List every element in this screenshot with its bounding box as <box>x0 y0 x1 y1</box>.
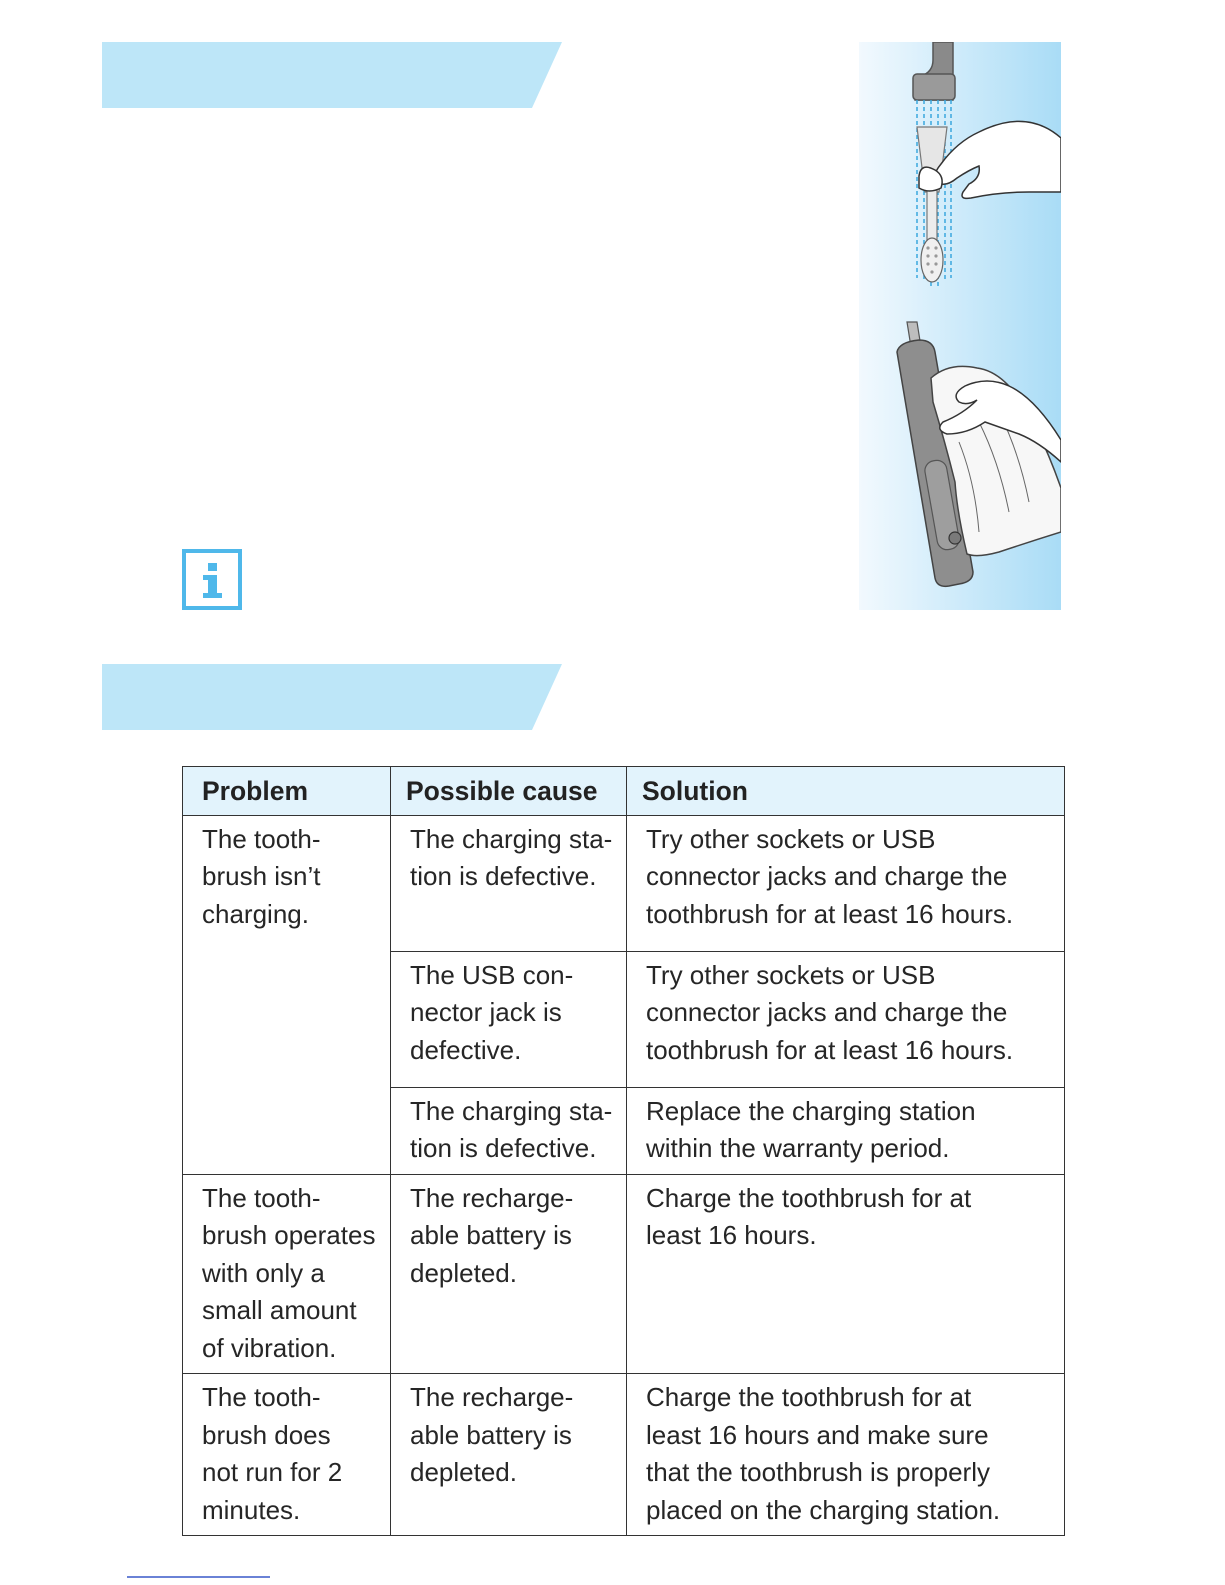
troubleshooting-table <box>182 766 1065 1536</box>
solution-text: Try other sockets or USB connector jacks and charge the toothbrush for at least 16 hours. <box>646 959 1014 1065</box>
table-header-row <box>183 767 1065 816</box>
cause-text: The charging sta- tion is defective. <box>410 1095 613 1163</box>
solution-cell <box>627 815 1065 951</box>
problem-text: The tooth- brush does not run for 2 minutes. <box>202 1382 343 1525</box>
cause-text: The recharge- able battery is depleted. <box>410 1182 574 1288</box>
header-problem: Problem <box>183 767 391 816</box>
solution-text: Replace the charging station within the warranty period. <box>646 1095 976 1163</box>
problem-cell <box>183 1374 391 1536</box>
cause-cell <box>391 1174 627 1374</box>
cause-cell <box>391 951 627 1087</box>
problem-cell <box>183 815 391 1174</box>
table-row <box>183 815 1065 951</box>
cleaning-illustration <box>859 42 1061 610</box>
problem-text: The tooth- brush isn’t charging. <box>202 823 321 929</box>
footer-rule <box>127 1576 270 1578</box>
solution-cell <box>627 1174 1065 1374</box>
solution-text: Try other sockets or USB connector jacks and charge the toothbrush for at least 16 hours. <box>646 823 1014 929</box>
problem-cell <box>183 1174 391 1374</box>
cause-text: The recharge- able battery is depleted. <box>410 1382 574 1487</box>
solution-cell <box>627 1087 1065 1174</box>
solution-cell <box>627 951 1065 1087</box>
section-banner-troubleshooting <box>102 664 562 730</box>
table-row <box>183 1374 1065 1536</box>
solution-text: Charge the toothbrush for at least 16 hours and make sure that the toothbrush is properly placed on the charging station. <box>646 1382 1001 1525</box>
solution-cell <box>627 1374 1065 1536</box>
cause-text: The charging sta- tion is defective. <box>410 823 613 891</box>
solution-text: Charge the toothbrush for at least 16 hours. <box>646 1182 972 1250</box>
section-banner-cleaning <box>102 42 562 108</box>
problem-text: The tooth- brush operates with only a small amount of vibration. <box>202 1182 376 1363</box>
cause-cell <box>391 1087 627 1174</box>
cause-text: The USB con- nector jack is defective. <box>410 959 574 1065</box>
header-solution: Solution <box>627 767 1065 816</box>
cause-cell <box>391 1374 627 1536</box>
header-possible-cause: Possible cause <box>391 767 627 816</box>
info-icon <box>182 549 242 610</box>
table-row <box>183 1174 1065 1374</box>
cause-cell <box>391 815 627 951</box>
